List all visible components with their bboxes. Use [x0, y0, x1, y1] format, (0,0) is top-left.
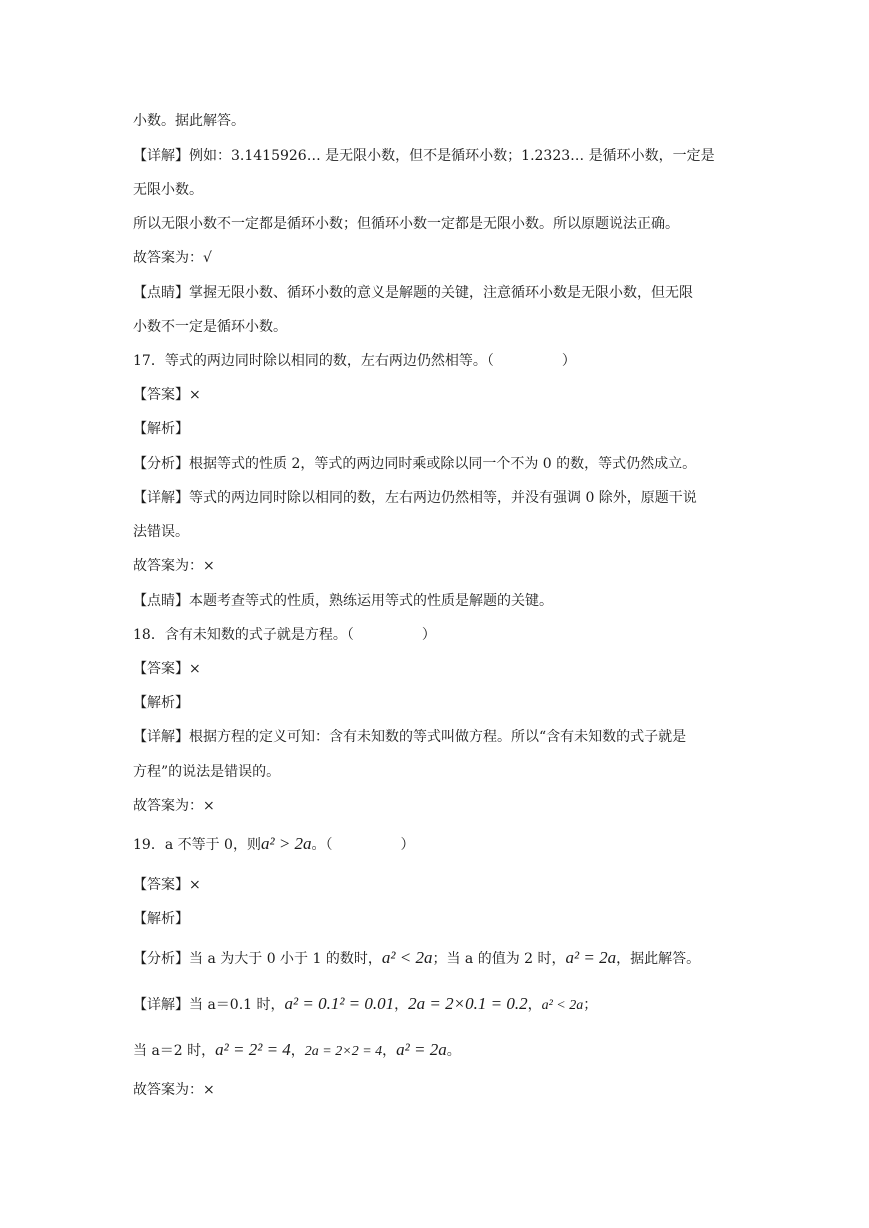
text-span: 【分析】当 a 为大于 0 小于 1 的数时，	[133, 951, 382, 967]
text-span: 。	[446, 1043, 461, 1059]
question-text: 19．a 不等于 0，则	[133, 837, 261, 853]
text-span: ；当 a 的值为 2 时，	[432, 951, 566, 967]
detail-line	[133, 994, 597, 1016]
text-line: 小数不一定是循环小数。	[133, 319, 287, 335]
math-expression: a² = 2² = 4	[215, 1040, 291, 1059]
text-line: 故答案为：√	[133, 250, 212, 266]
math-expression: 2a = 2×2 = 4	[304, 1044, 383, 1059]
text-line: 所以无限小数不一定都是循环小数；但循环小数一定都是无限小数。所以原题说法正确。	[133, 216, 679, 232]
text-span: ；	[583, 997, 598, 1013]
text-line: 【分析】根据等式的性质 2，等式的两边同时乘或除以同一个不为 0 的数，等式仍然成立。	[133, 456, 697, 472]
analysis-line	[133, 948, 700, 969]
text-span: ，据此解答。	[616, 951, 701, 967]
text-line: 法错误。	[133, 524, 189, 540]
text-span: ，	[394, 997, 409, 1013]
question-text: 17．等式的两边同时除以相同的数，左右两边仍然相等。（	[133, 353, 494, 369]
math-expression: a² = 0.1² = 0.01	[284, 994, 395, 1013]
question-19	[133, 834, 415, 855]
question-18	[133, 625, 436, 645]
text-line: 小数。据此解答。	[133, 113, 245, 129]
text-span: 【详解】当 a＝0.1 时，	[133, 997, 285, 1013]
text-line: 【详解】根据方程的定义可知：含有未知数的等式叫做方程。所以“含有未知数的式子就是	[133, 729, 687, 745]
math-expression: a² = 2a	[565, 948, 617, 967]
answer-blank-close: ）	[400, 837, 415, 853]
text-line: 【答案】×	[133, 387, 201, 403]
text-line: 【答案】×	[133, 661, 201, 677]
answer-blank-close: ）	[561, 353, 576, 369]
text-line: 故答案为：×	[133, 798, 215, 814]
text-line: 【详解】等式的两边同时除以相同的数，左右两边仍然相等，并没有强调 0 除外，原题干说	[133, 490, 697, 506]
text-span: 当 a＝2 时，	[133, 1043, 216, 1059]
text-line: 【解析】	[133, 421, 189, 437]
math-expression: a² > 2a	[260, 834, 312, 853]
text-line: 故答案为：×	[133, 1082, 215, 1098]
question-17	[133, 351, 576, 371]
question-text: 18．含有未知数的式子就是方程。（	[133, 627, 354, 643]
text-line: 【解析】	[133, 695, 189, 711]
math-expression: a² < 2a	[541, 998, 584, 1013]
text-line: 【点睛】掌握无限小数、循环小数的意义是解题的关键，注意循环小数是无限小数，但无限	[133, 285, 693, 301]
answer-blank-close: ）	[421, 627, 436, 643]
text-line: 【点睛】本题考查等式的性质，熟练运用等式的性质是解题的关键。	[133, 593, 553, 609]
text-line: 故答案为：×	[133, 558, 215, 574]
text-span: ，	[382, 1043, 397, 1059]
text-line: 【详解】例如：3.1415926… 是无限小数，但不是循环小数；1.2323… 是循环小数，一定是	[133, 148, 715, 164]
text-span: ，	[290, 1043, 305, 1059]
text-line: 【解析】	[133, 911, 189, 927]
text-line: 【答案】×	[133, 877, 201, 893]
text-line: 方程”的说法是错误的。	[133, 764, 281, 780]
math-expression: a² = 2a	[396, 1040, 447, 1059]
text-span: ，	[527, 997, 542, 1013]
question-text: 。（	[311, 837, 333, 853]
text-line: 无限小数。	[133, 182, 203, 198]
detail-line	[133, 1040, 461, 1062]
math-expression: 2a = 2×0.1 = 0.2	[408, 994, 528, 1013]
math-expression: a² < 2a	[381, 948, 433, 967]
